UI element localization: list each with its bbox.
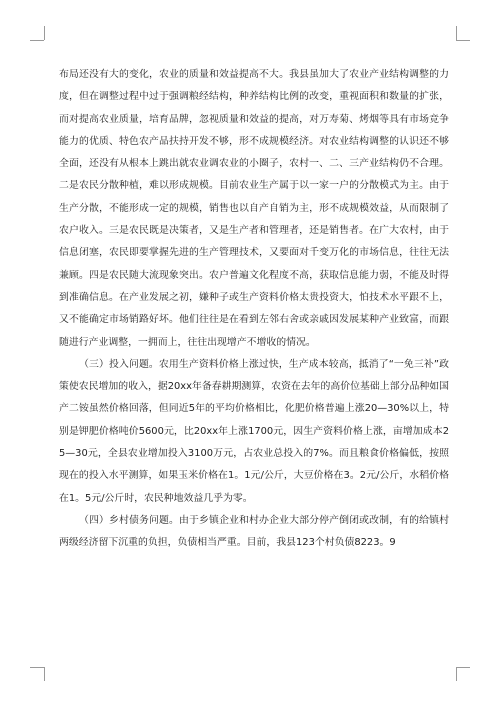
document-body [59,64,449,555]
paragraph-investment-issue: （三）投入问题。农用生产资料价格上涨过快，生产成本较高，抵消了“一免三补”政策使农民增加的收入，据20xx年备春耕期测算，农资在去年的高价位基础上部分品种如国产二铵虽然价格回落，但同近5年的平均价格相比，化肥价格普遍上涨20—30%以上，特别是钾肥价格吨价5600元，比20xx年上涨1700元，因生产资料价格上涨，亩增加成本25—30元，全县农业增加投入3100万元，占农业总投入的7%。而且粮食价格偏低，按照现在的投入水平测算，如果玉米价格在1。1元/公斤，大豆价格在3。2元/公斤，水稻价格在1。5元/公斤时，农民种地效益几乎为零。 [59,358,449,504]
paragraph-village-debt-issue: （四）乡村债务问题。由于乡镇企业和村办企业大部分停产倒闭或改制，有的给镇村两级经济留下沉重的负担，负债相当严重。目前，我县123个村负债8223。9 [59,514,449,549]
paragraph-agricultural-structure: 布局还没有大的变化，农业的质量和效益提高不大。我县虽加大了农业产业结构调整的力度，但在调整过程中过于强调粮经结构，种养结构比例的改变，重视面积和数量的扩张，而对提高农业质量，培育品牌，忽视质量和效益的提高，对万寿菊、烤烟等具有市场竞争能力的优质、特色农产品扶持开发不够，形不成规模经济。对农业结构调整的认识还不够全面，还没有从根本上跳出就农业调农业的小圈子，农村一、二、三产业结构仍不合理。二是农民分散种植，难以形成规模。目前农业生产属于以一家一户的分散模式为主。由于生产分散，不能形成一定的规模，销售也以自产自销为主，形不成规模效益，从而限制了农户收入。三是农民既是决策者，又是生产者和管理者，还是销售者。在广大农村，由于信息闭塞，农民即要掌握先进的生产管理技术，又要面对千变万化的市场信息，往往无法兼顾。四是农民随大流现象突出。农户普遍文化程度不高，获取信息能力弱，不能及时得到准确信息。在产业发展之初，嫌种子或生产资料价格太贵投资大，怕技术水平跟不上，又不能确定市场销路好坏。他们往往是在看到左邻右舍或亲戚因发展某种产业致富，而跟随进行产业调整，一拥而上，往往出现增产不增收的情况。 [59,69,449,348]
